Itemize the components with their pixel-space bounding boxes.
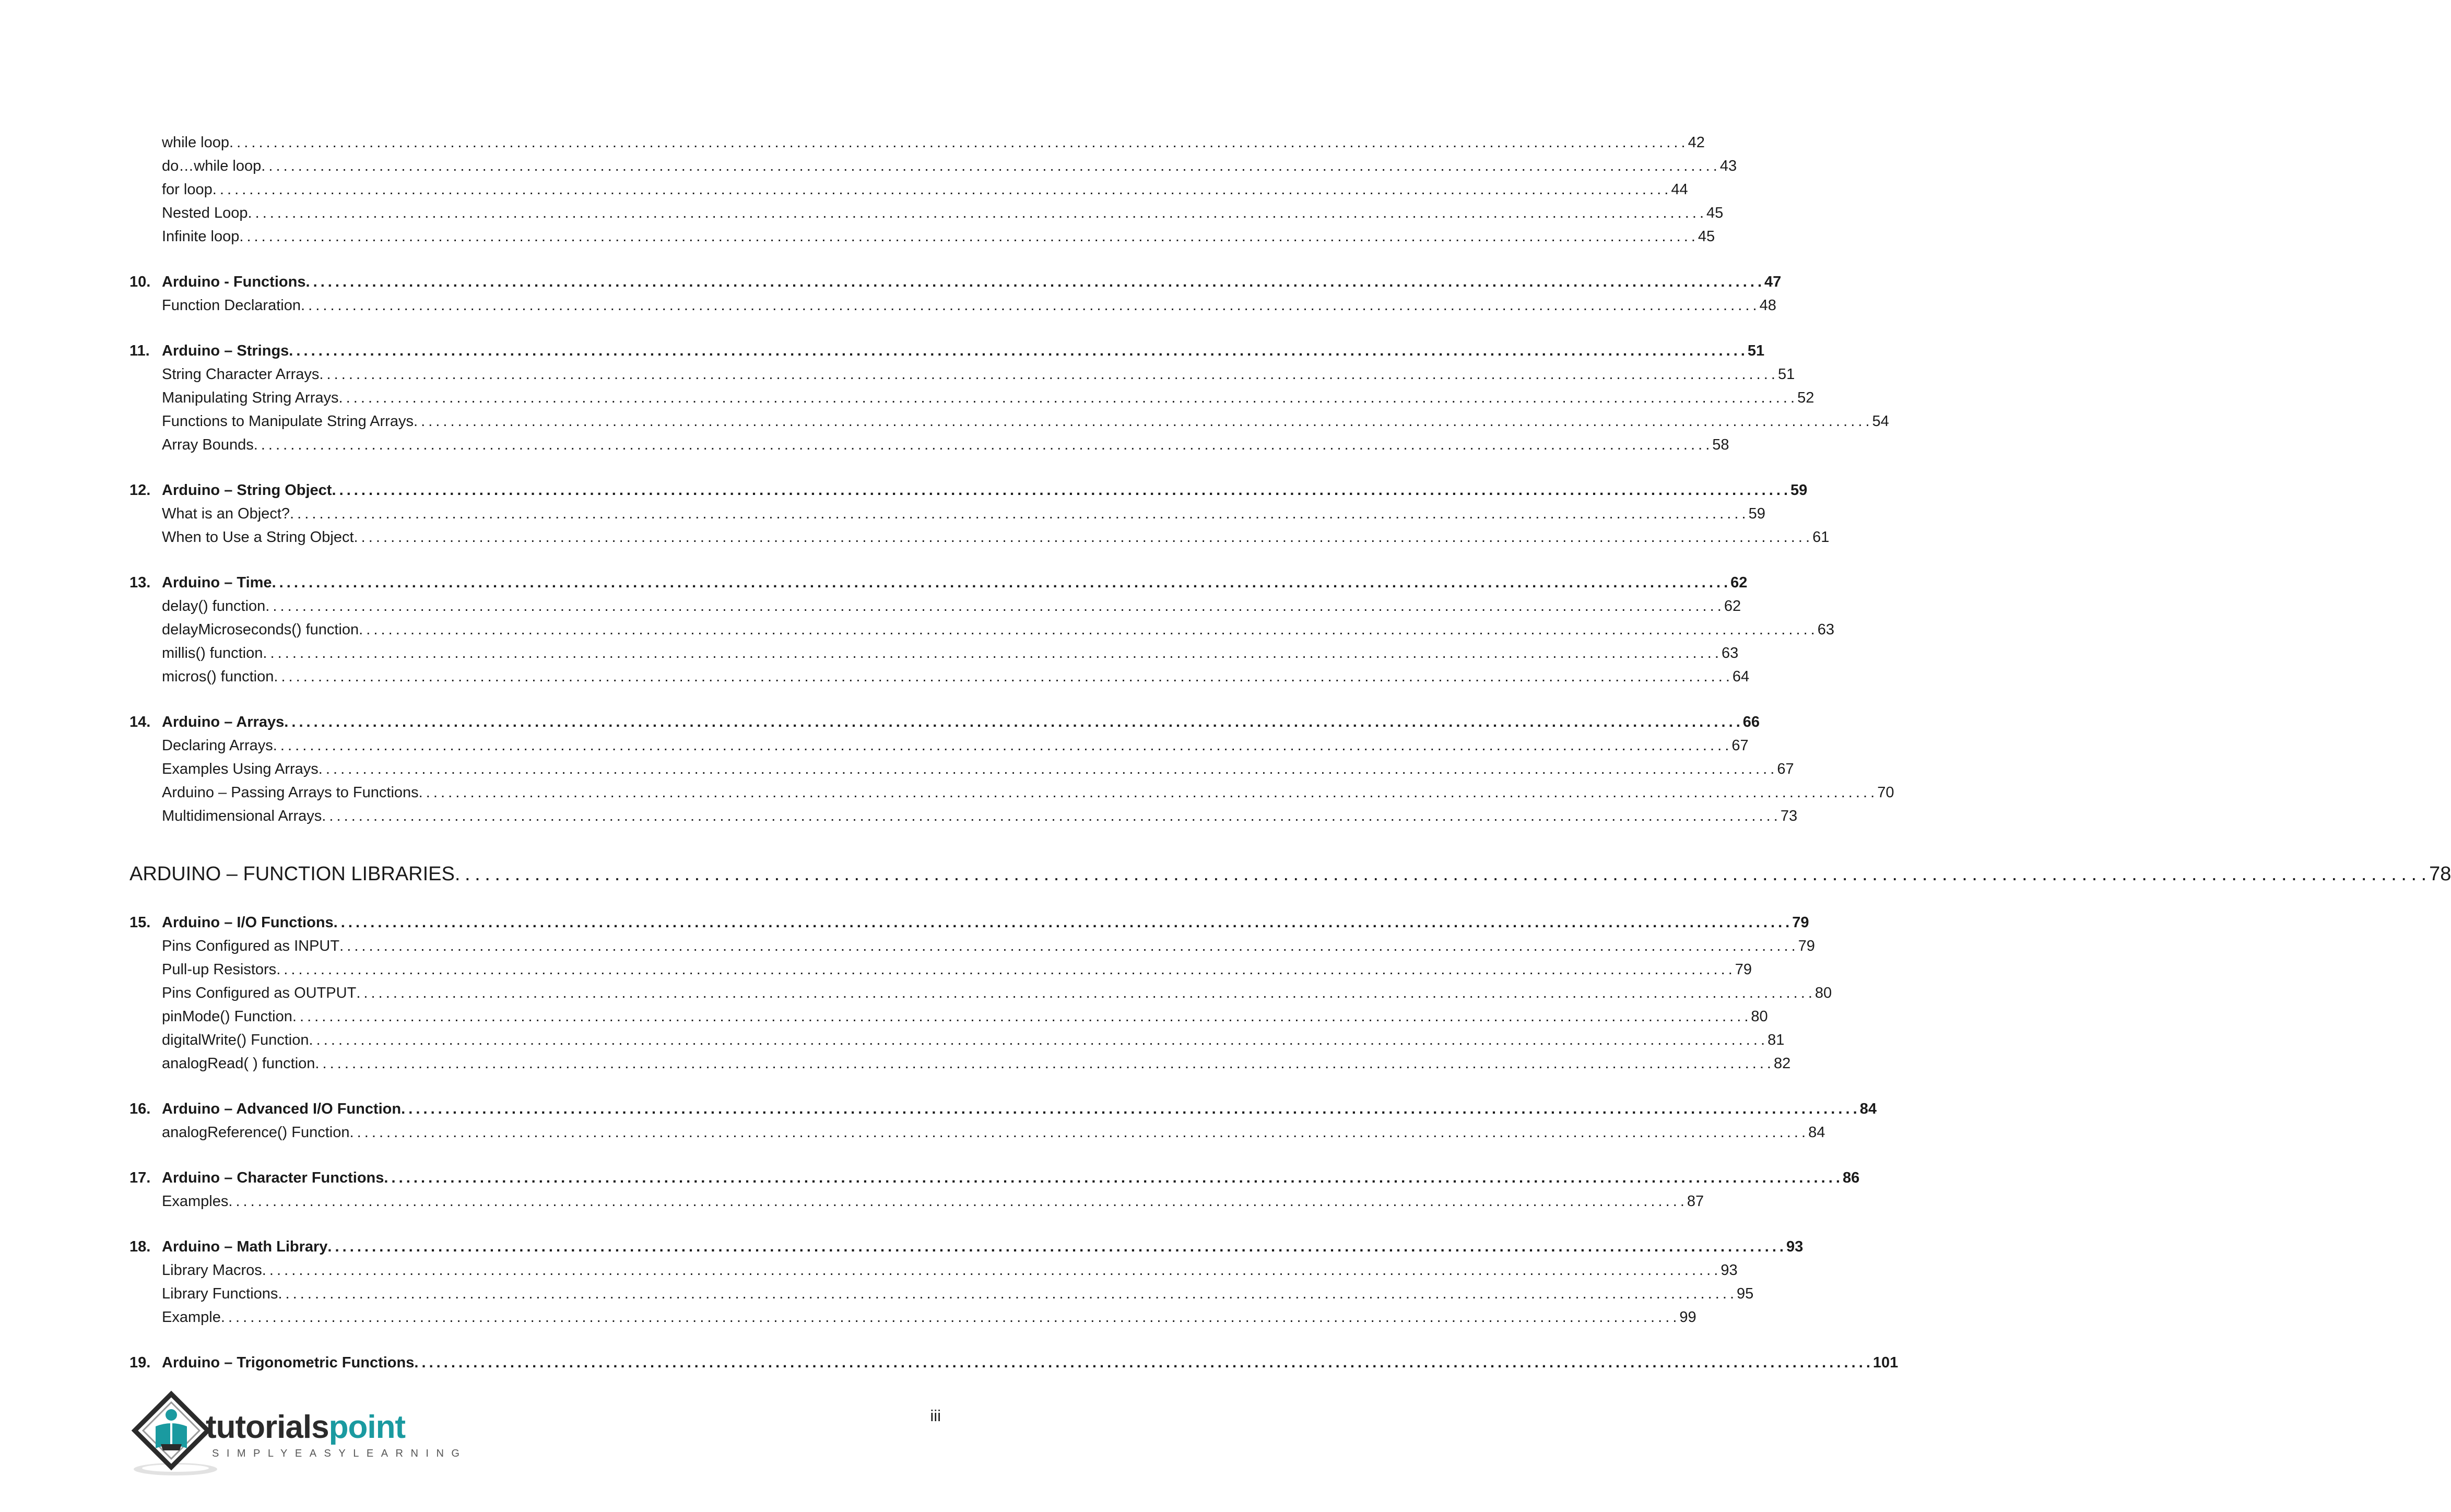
toc-section-entry[interactable] xyxy=(0,1282,1754,1306)
toc-entry-title: do…while loop xyxy=(162,158,262,174)
toc-entry-title: pinMode() Function xyxy=(162,1008,292,1025)
toc-entry-page: 58 xyxy=(1712,436,1729,453)
dot-leader xyxy=(301,293,1757,317)
toc-entry-page: 62 xyxy=(1724,598,1741,615)
toc-entry-line xyxy=(162,339,1765,363)
toc-part-heading[interactable] xyxy=(0,861,2451,890)
toc-entry-title: Arduino – Advanced I/O Function xyxy=(162,1101,402,1117)
toc-section-entry[interactable] xyxy=(0,958,1752,982)
toc-entry-line xyxy=(162,804,1798,828)
toc-entry-page: 51 xyxy=(1747,342,1765,359)
toc-entry-line xyxy=(162,665,1750,689)
toc-chapter-entry[interactable] xyxy=(0,1235,1804,1259)
toc-entry-title: Arduino – Character Functions xyxy=(162,1170,384,1186)
dot-leader xyxy=(349,1120,1805,1144)
toc-entry-title: Functions to Manipulate String Arrays xyxy=(162,413,414,430)
toc-entry-line xyxy=(162,178,1688,202)
dot-leader xyxy=(455,861,2426,887)
toc-entry-page: 80 xyxy=(1814,985,1832,1001)
dot-leader xyxy=(262,1258,1718,1282)
toc-entry-title: Arduino – String Object xyxy=(162,482,332,499)
toc-entry-page: 86 xyxy=(1842,1170,1860,1186)
toc-section-entry[interactable] xyxy=(0,1120,1825,1144)
toc-entry-title: Example xyxy=(162,1309,221,1326)
toc-entry-title: Pins Configured as INPUT xyxy=(162,938,340,954)
toc-entry-title: Function Declaration xyxy=(162,297,301,314)
dot-leader xyxy=(213,178,1668,202)
toc-entry-line xyxy=(162,362,1795,386)
dot-leader xyxy=(276,958,1732,982)
dot-leader xyxy=(274,665,1729,689)
toc-entry-page: 45 xyxy=(1706,205,1724,221)
toc-entry-line xyxy=(162,1189,1704,1213)
page-number: iii xyxy=(930,1407,941,1425)
toc-entry-page: 93 xyxy=(1786,1238,1804,1255)
toc-entry-page: 84 xyxy=(1808,1124,1825,1141)
dot-leader xyxy=(272,571,1728,595)
toc-section-entry[interactable] xyxy=(0,225,1715,249)
toc-entry-page: 61 xyxy=(1812,529,1830,546)
toc-entry-page: 79 xyxy=(1798,938,1815,954)
toc-section-entry[interactable] xyxy=(0,362,1795,386)
toc-section-entry[interactable] xyxy=(0,1028,1785,1052)
toc-entry-page: 44 xyxy=(1671,181,1688,198)
toc-entry-line xyxy=(162,911,1809,935)
logo-wordmark: tutorialspoint xyxy=(206,1409,406,1445)
toc-chapter-number: 15. xyxy=(129,914,151,931)
toc-section-entry[interactable] xyxy=(0,934,1815,958)
toc-entry-title: analogReference() Function xyxy=(162,1124,350,1141)
toc-entry-line xyxy=(162,525,1830,549)
toc-entry-line xyxy=(162,1166,1860,1190)
toc-section-entry[interactable] xyxy=(0,1258,1738,1282)
toc-entry-title: Library Functions xyxy=(162,1285,278,1302)
toc-entry-page: 66 xyxy=(1742,714,1760,730)
dot-leader xyxy=(229,131,1685,155)
toc-entry-page: 95 xyxy=(1737,1285,1754,1302)
dot-leader xyxy=(309,1028,1765,1052)
toc-entry-line xyxy=(162,934,1815,958)
toc-entry-page: 87 xyxy=(1687,1193,1704,1210)
toc-section-entry[interactable] xyxy=(0,1305,1696,1329)
toc-entry-page: 93 xyxy=(1721,1262,1738,1279)
toc-entry-line xyxy=(162,1235,1804,1259)
toc-section-entry[interactable] xyxy=(0,618,1835,642)
toc-entry-page: 52 xyxy=(1797,389,1814,406)
toc-section-entry[interactable] xyxy=(0,804,1798,828)
toc-entry-title: Examples xyxy=(162,1193,229,1210)
toc-entry-line xyxy=(162,409,1889,433)
toc-entry-title: Pins Configured as OUTPUT xyxy=(162,985,357,1001)
toc-entry-line xyxy=(162,781,1894,805)
toc-entry-title: When to Use a String Object xyxy=(162,529,354,546)
toc-entry-title: Nested Loop xyxy=(162,205,248,221)
toc-section-entry[interactable] xyxy=(0,1052,1791,1076)
toc-entry-page: 48 xyxy=(1759,297,1776,314)
dot-leader xyxy=(322,804,1777,828)
toc-entry-line xyxy=(162,981,1832,1005)
toc-entry-page: 99 xyxy=(1679,1309,1696,1326)
toc-section-entry[interactable] xyxy=(0,757,1794,781)
toc-entry-line xyxy=(162,1005,1768,1029)
toc-entry-title: Arduino – Strings xyxy=(162,342,289,359)
toc-entry-line xyxy=(162,502,1765,526)
toc-section-entry[interactable] xyxy=(0,154,1737,178)
toc-entry-title: Arduino – Time xyxy=(162,574,272,591)
toc-entry-title: Array Bounds xyxy=(162,436,254,453)
dot-leader xyxy=(414,1351,1870,1375)
toc-entry-line xyxy=(162,1097,1877,1121)
toc-section-entry[interactable] xyxy=(0,641,1739,665)
toc-entry-page: 101 xyxy=(1872,1354,1899,1371)
toc-entry-title: Arduino – Math Library xyxy=(162,1238,328,1255)
toc-entry-title: Arduino – I/O Functions xyxy=(162,914,334,931)
toc-chapter-entry[interactable] xyxy=(0,571,1748,595)
toc-entry-line xyxy=(162,1052,1791,1076)
toc-section-entry[interactable] xyxy=(0,981,1832,1005)
dot-leader xyxy=(327,1235,1783,1259)
toc-entry-page: 42 xyxy=(1688,134,1705,151)
toc-entry-page: 54 xyxy=(1872,413,1889,430)
toc-entry-page: 81 xyxy=(1767,1032,1785,1048)
toc-entry-page: 43 xyxy=(1719,158,1737,174)
toc-entry-title: digitalWrite() Function xyxy=(162,1032,309,1048)
toc-entry-title: delay() function xyxy=(162,598,266,615)
toc-entry-title: What is an Object? xyxy=(162,505,290,522)
toc-entry-page: 79 xyxy=(1735,961,1752,978)
dot-leader xyxy=(278,1282,1734,1306)
toc-section-entry[interactable] xyxy=(0,734,1749,758)
toc-entry-line xyxy=(162,433,1729,457)
toc-entry-page: 80 xyxy=(1751,1008,1768,1025)
toc-chapter-entry[interactable] xyxy=(0,710,1760,734)
toc-chapter-number: 13. xyxy=(129,574,151,591)
toc-entry-title: while loop xyxy=(162,134,229,151)
toc-section-entry[interactable] xyxy=(0,386,1814,410)
toc-entry-title: Library Macros xyxy=(162,1262,262,1279)
toc-chapter-entry[interactable] xyxy=(0,1166,1860,1190)
toc-entry-page: 59 xyxy=(1748,505,1765,522)
dot-leader xyxy=(261,154,1717,178)
toc-section-entry[interactable] xyxy=(0,1005,1768,1029)
toc-chapter-entry[interactable] xyxy=(0,1097,1877,1121)
toc-chapter-entry[interactable] xyxy=(0,1351,1899,1375)
toc-entry-title: Arduino – Trigonometric Functions xyxy=(162,1354,415,1371)
toc-entry-line xyxy=(162,734,1749,758)
toc-entry-line xyxy=(162,386,1814,410)
toc-section-entry[interactable] xyxy=(0,433,1729,457)
toc-entry-line xyxy=(162,641,1739,665)
toc-chapter-number: 14. xyxy=(129,714,151,730)
toc-entry-line xyxy=(162,1305,1696,1329)
toc-section-entry[interactable] xyxy=(0,201,1724,225)
toc-entry-page: 79 xyxy=(1792,914,1809,931)
toc-entry-title: Arduino – Passing Arrays to Functions xyxy=(162,784,419,801)
toc-entry-line xyxy=(162,131,1705,155)
toc-entry-page: 45 xyxy=(1698,228,1715,245)
toc-section-entry[interactable] xyxy=(0,594,1741,618)
toc-entry-title: Declaring Arrays xyxy=(162,737,273,754)
toc-entry-page: 67 xyxy=(1731,737,1749,754)
dot-leader xyxy=(239,225,1695,249)
toc-section-entry[interactable] xyxy=(0,409,1889,433)
toc-entry-title: Examples Using Arrays xyxy=(162,761,319,777)
dot-leader xyxy=(290,502,1746,526)
toc-chapter-entry[interactable] xyxy=(0,339,1765,363)
dot-leader xyxy=(273,734,1729,758)
toc-chapter-number: 11. xyxy=(129,342,150,359)
toc-entry-page: 70 xyxy=(1877,784,1894,801)
toc-entry-page: 78 xyxy=(2429,863,2451,885)
toc-entry-title: delayMicroseconds() function xyxy=(162,621,359,638)
toc-chapter-entry[interactable] xyxy=(0,478,1808,502)
toc-entry-title: Pull-up Resistors xyxy=(162,961,277,978)
toc-entry-title: ARDUINO – FUNCTION LIBRARIES xyxy=(129,863,455,885)
toc-entry-line xyxy=(162,478,1808,502)
toc-entry-page: 59 xyxy=(1790,482,1808,499)
dot-leader xyxy=(334,911,1789,935)
dot-leader xyxy=(401,1097,1857,1121)
toc-entry-line xyxy=(162,1120,1825,1144)
toc-section-entry[interactable] xyxy=(0,502,1765,526)
dot-leader xyxy=(354,525,1810,549)
toc-chapter-number: 12. xyxy=(129,482,151,499)
dot-leader xyxy=(319,362,1775,386)
toc-entry-line xyxy=(162,571,1748,595)
dot-leader xyxy=(414,409,1869,433)
toc-entry-line xyxy=(162,1258,1738,1282)
toc-entry-title: analogRead( ) function xyxy=(162,1055,315,1072)
toc-chapter-entry[interactable] xyxy=(0,270,1782,294)
toc-entry-line xyxy=(162,958,1752,982)
toc-section-entry[interactable] xyxy=(0,1189,1704,1213)
toc-entry-line xyxy=(162,201,1724,225)
dot-leader xyxy=(265,594,1721,618)
toc-chapter-number: 19. xyxy=(129,1354,151,1371)
dot-leader xyxy=(263,641,1718,665)
dot-leader xyxy=(359,618,1814,642)
toc-entry-title: Manipulating String Arrays xyxy=(162,389,339,406)
toc-entry-title: Multidimensional Arrays xyxy=(162,808,322,824)
toc-entry-title: String Character Arrays xyxy=(162,366,320,383)
toc-entry-page: 47 xyxy=(1764,274,1782,290)
toc-entry-page: 84 xyxy=(1859,1101,1877,1117)
toc-section-entry[interactable] xyxy=(0,293,1776,317)
tutorialspoint-logo xyxy=(128,1390,467,1479)
toc-entry-page: 64 xyxy=(1732,668,1750,685)
toc-entry-line xyxy=(129,861,2451,887)
toc-chapter-number: 17. xyxy=(129,1170,151,1186)
toc-entry-page: 63 xyxy=(1817,621,1835,638)
toc-entry-line xyxy=(162,270,1782,294)
toc-section-entry[interactable] xyxy=(0,525,1830,549)
toc-entry-title: micros() function xyxy=(162,668,274,685)
toc-entry-title: millis() function xyxy=(162,645,263,662)
dot-leader xyxy=(289,339,1745,363)
dot-leader xyxy=(292,1005,1748,1029)
toc-chapter-number: 10. xyxy=(129,274,151,290)
toc-entry-line xyxy=(162,618,1835,642)
toc-entry-title: Arduino – Arrays xyxy=(162,714,285,730)
toc-entry-line xyxy=(162,1351,1899,1375)
toc-entry-line xyxy=(162,293,1776,317)
toc-entry-page: 63 xyxy=(1721,645,1739,662)
toc-entry-title: for loop xyxy=(162,181,213,198)
toc-entry-line xyxy=(162,594,1741,618)
toc-section-entry[interactable] xyxy=(0,781,1894,805)
dot-leader xyxy=(228,1189,1684,1213)
dot-leader xyxy=(248,201,1703,225)
dot-leader xyxy=(305,270,1761,294)
toc-entry-line xyxy=(162,1282,1754,1306)
toc-section-entry[interactable] xyxy=(0,131,1705,155)
toc-section-entry[interactable] xyxy=(0,665,1750,689)
toc-entry-page: 51 xyxy=(1777,366,1795,383)
toc-section-entry[interactable] xyxy=(0,178,1688,202)
toc-entry-page: 73 xyxy=(1780,808,1798,824)
toc-entry-line xyxy=(162,1028,1785,1052)
toc-entry-page: 62 xyxy=(1730,574,1748,591)
dot-leader xyxy=(254,433,1710,457)
dot-leader xyxy=(339,934,1795,958)
dot-leader xyxy=(419,781,1875,805)
toc-entry-page: 67 xyxy=(1777,761,1794,777)
dot-leader xyxy=(315,1052,1771,1076)
toc-chapter-number: 18. xyxy=(129,1238,151,1255)
toc-entry-line xyxy=(162,225,1715,249)
toc-entry-title: Infinite loop xyxy=(162,228,240,245)
dot-leader xyxy=(284,710,1740,734)
dot-leader xyxy=(221,1305,1677,1329)
toc-entry-title: Arduino - Functions xyxy=(162,274,306,290)
toc-entry-line xyxy=(162,757,1794,781)
dot-leader xyxy=(339,386,1795,410)
toc-chapter-number: 16. xyxy=(129,1101,151,1117)
toc-entry-line xyxy=(162,154,1737,178)
dot-leader xyxy=(384,1166,1840,1190)
dot-leader xyxy=(319,757,1774,781)
dot-leader xyxy=(332,478,1787,502)
toc-entry-page: 82 xyxy=(1774,1055,1791,1072)
toc-chapter-entry[interactable] xyxy=(0,911,1809,935)
dot-leader xyxy=(356,981,1812,1005)
logo-tagline: SIMPLYEASYLEARNING xyxy=(212,1448,467,1459)
toc-entry-line xyxy=(162,710,1760,734)
